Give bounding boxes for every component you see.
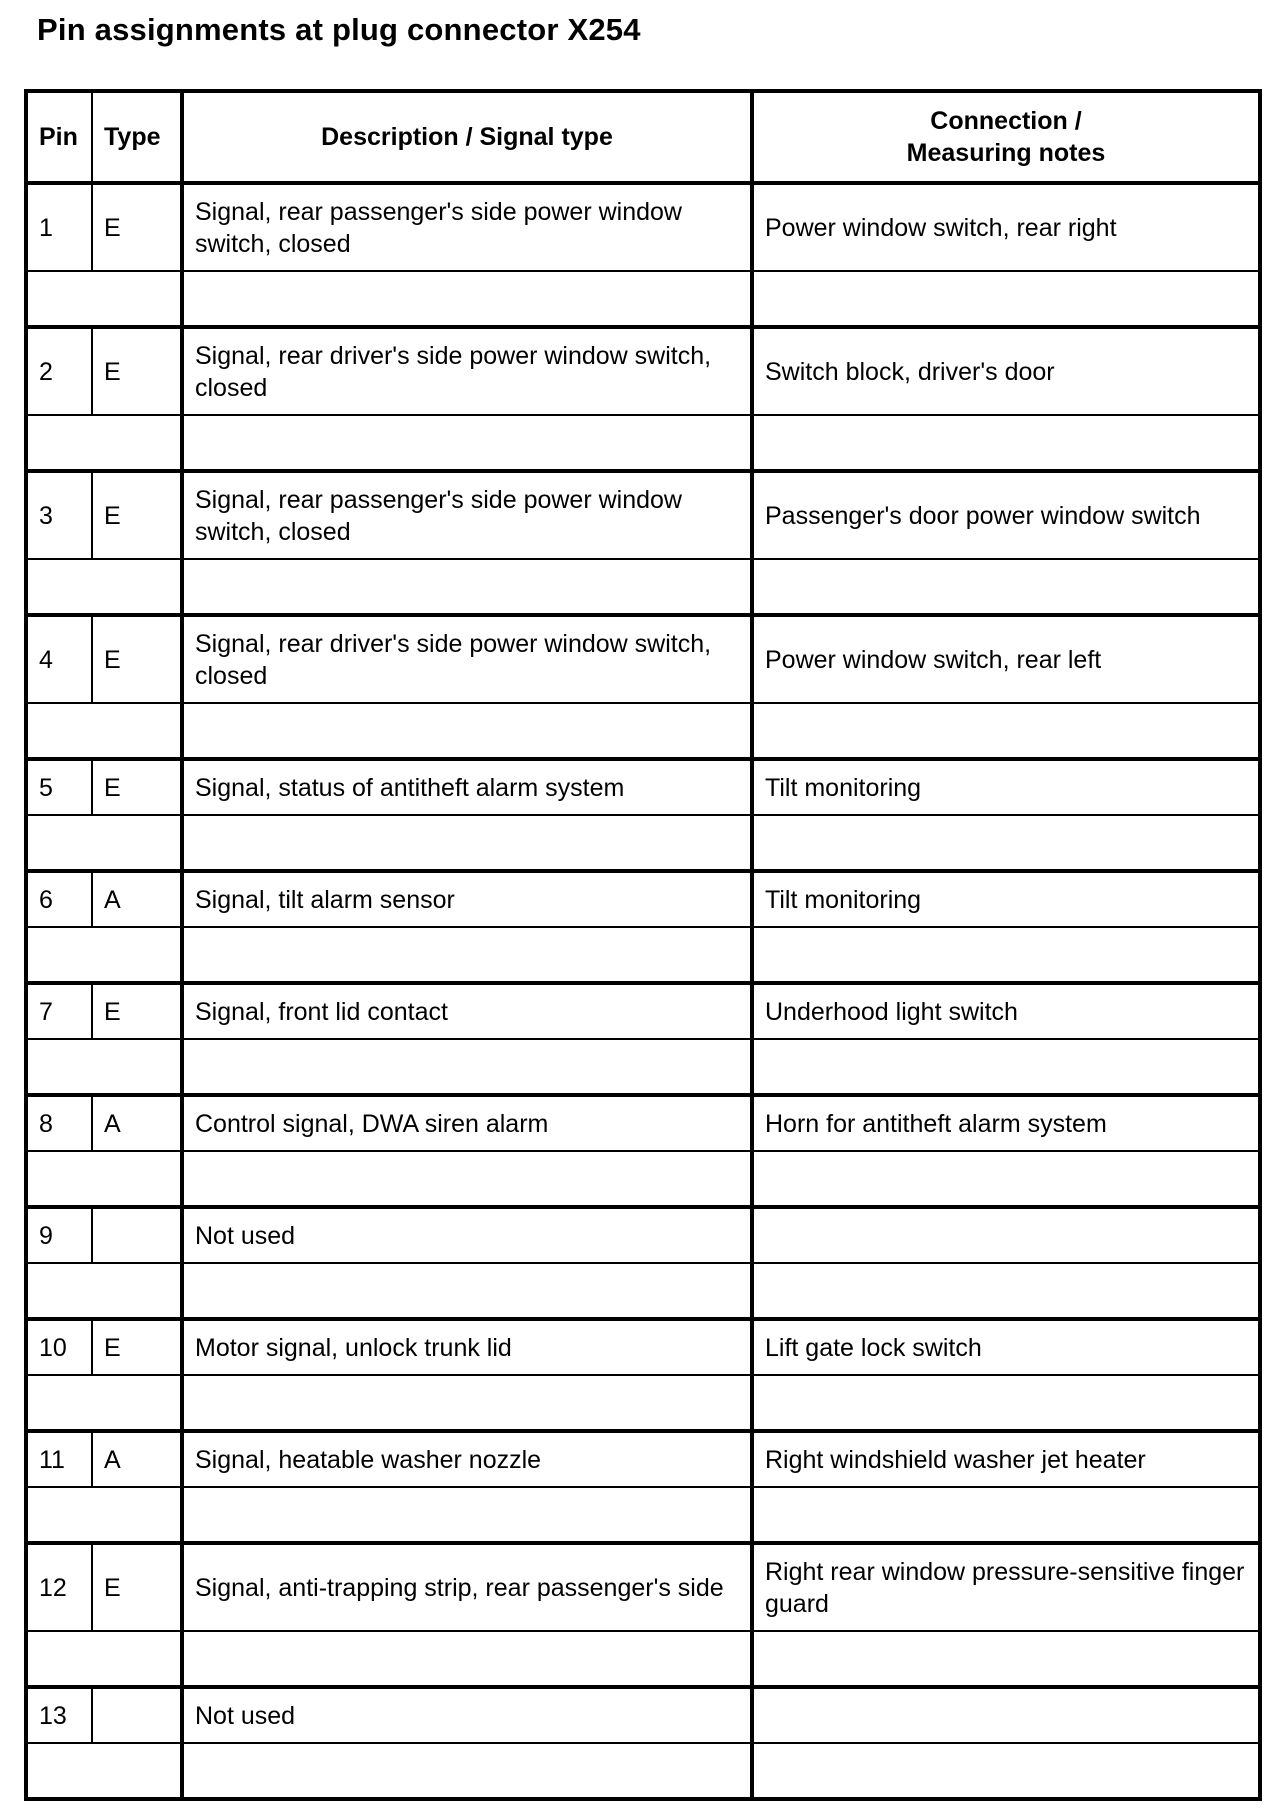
spacer-cell — [26, 1263, 182, 1319]
connection-cell: Horn for antitheft alarm system — [752, 1095, 1260, 1151]
spacer-cell — [26, 271, 182, 327]
spacer-cell — [182, 1151, 752, 1207]
table-row — [26, 1095, 1260, 1151]
table-row — [26, 871, 1260, 927]
spacer-cell — [752, 271, 1260, 327]
pin-cell: 2 — [26, 327, 92, 415]
connection-cell: Power window switch, rear left — [752, 615, 1260, 703]
pin-cell: 6 — [26, 871, 92, 927]
spacer-cell — [182, 1375, 752, 1431]
spacer-cell — [26, 703, 182, 759]
type-cell: E — [92, 983, 182, 1039]
table-row — [26, 1207, 1260, 1263]
pin-cell: 13 — [26, 1687, 92, 1743]
spacer-cell — [26, 1743, 182, 1799]
type-cell — [92, 1207, 182, 1263]
connection-cell: Power window switch, rear right — [752, 183, 1260, 271]
connection-cell — [752, 1207, 1260, 1263]
spacer-cell — [752, 1487, 1260, 1543]
spacer-cell — [26, 1375, 182, 1431]
pin-cell: 10 — [26, 1319, 92, 1375]
spacer-cell — [26, 1487, 182, 1543]
pin-cell: 5 — [26, 759, 92, 815]
description-cell: Signal, rear driver's side power window switch, closed — [182, 327, 752, 415]
type-cell: E — [92, 759, 182, 815]
spacer-row — [26, 1743, 1260, 1799]
spacer-cell — [182, 927, 752, 983]
spacer-row — [26, 1487, 1260, 1543]
spacer-row — [26, 927, 1260, 983]
spacer-cell — [182, 1039, 752, 1095]
spacer-cell — [752, 815, 1260, 871]
spacer-cell — [752, 703, 1260, 759]
header-type: Type — [92, 91, 182, 183]
page-title: Pin assignments at plug connector X254 — [37, 12, 641, 47]
connection-cell: Passenger's door power window switch — [752, 471, 1260, 559]
spacer-cell — [752, 559, 1260, 615]
spacer-cell — [26, 927, 182, 983]
spacer-row — [26, 559, 1260, 615]
table-row — [26, 983, 1260, 1039]
spacer-cell — [752, 1743, 1260, 1799]
description-cell: Signal, tilt alarm sensor — [182, 871, 752, 927]
spacer-cell — [26, 415, 182, 471]
type-cell: E — [92, 1543, 182, 1631]
connection-cell: Right windshield washer jet heater — [752, 1431, 1260, 1487]
spacer-cell — [26, 1151, 182, 1207]
spacer-row — [26, 415, 1260, 471]
header-pin: Pin — [26, 91, 92, 183]
table-row — [26, 327, 1260, 415]
spacer-cell — [752, 1039, 1260, 1095]
type-cell: E — [92, 615, 182, 703]
spacer-row — [26, 703, 1260, 759]
spacer-cell — [182, 815, 752, 871]
table-row — [26, 1687, 1260, 1743]
spacer-cell — [752, 927, 1260, 983]
spacer-cell — [182, 1263, 752, 1319]
spacer-row — [26, 1151, 1260, 1207]
spacer-row — [26, 1039, 1260, 1095]
connection-cell: Tilt monitoring — [752, 871, 1260, 927]
table-row — [26, 615, 1260, 703]
table-row — [26, 1319, 1260, 1375]
table-row — [26, 1543, 1260, 1631]
spacer-cell — [182, 1743, 752, 1799]
header-connection-line2: Measuring notes — [906, 139, 1106, 167]
header-description: Description / Signal type — [182, 91, 752, 183]
spacer-cell — [26, 815, 182, 871]
description-cell: Motor signal, unlock trunk lid — [182, 1319, 752, 1375]
connection-cell: Tilt monitoring — [752, 759, 1260, 815]
spacer-row — [26, 1631, 1260, 1687]
type-cell: E — [92, 183, 182, 271]
pin-cell: 3 — [26, 471, 92, 559]
spacer-cell — [752, 1263, 1260, 1319]
spacer-cell — [752, 1151, 1260, 1207]
pin-cell: 1 — [26, 183, 92, 271]
description-cell: Signal, heatable washer nozzle — [182, 1431, 752, 1487]
description-cell: Not used — [182, 1687, 752, 1743]
description-cell: Signal, rear passenger's side power window switch, closed — [182, 183, 752, 271]
type-cell: A — [92, 1095, 182, 1151]
type-cell: E — [92, 327, 182, 415]
table-row — [26, 471, 1260, 559]
description-cell: Control signal, DWA siren alarm — [182, 1095, 752, 1151]
spacer-row — [26, 815, 1260, 871]
description-cell: Signal, anti-trapping strip, rear passenger's side — [182, 1543, 752, 1631]
spacer-cell — [26, 559, 182, 615]
description-cell: Not used — [182, 1207, 752, 1263]
table-row — [26, 759, 1260, 815]
connection-cell: Switch block, driver's door — [752, 327, 1260, 415]
spacer-cell — [182, 703, 752, 759]
type-cell — [92, 1687, 182, 1743]
table-row — [26, 1431, 1260, 1487]
type-cell: E — [92, 1319, 182, 1375]
spacer-cell — [182, 415, 752, 471]
header-connection — [752, 91, 1260, 183]
description-cell: Signal, status of antitheft alarm system — [182, 759, 752, 815]
spacer-cell — [752, 415, 1260, 471]
type-cell: E — [92, 471, 182, 559]
pin-cell: 11 — [26, 1431, 92, 1487]
header-connection-line1: Connection / — [930, 107, 1082, 135]
connection-cell: Underhood light switch — [752, 983, 1260, 1039]
pin-cell: 4 — [26, 615, 92, 703]
pin-cell: 8 — [26, 1095, 92, 1151]
spacer-cell — [752, 1631, 1260, 1687]
spacer-cell — [182, 1487, 752, 1543]
connection-cell — [752, 1687, 1260, 1743]
pin-cell: 12 — [26, 1543, 92, 1631]
spacer-row — [26, 1263, 1260, 1319]
header-row — [26, 91, 1260, 183]
description-cell: Signal, front lid contact — [182, 983, 752, 1039]
description-cell: Signal, rear driver's side power window switch, closed — [182, 615, 752, 703]
spacer-row — [26, 1375, 1260, 1431]
type-cell: A — [92, 1431, 182, 1487]
spacer-row — [26, 271, 1260, 327]
spacer-cell — [182, 1631, 752, 1687]
pin-cell: 9 — [26, 1207, 92, 1263]
table-row — [26, 183, 1260, 271]
connection-cell: Lift gate lock switch — [752, 1319, 1260, 1375]
spacer-cell — [26, 1631, 182, 1687]
connection-cell: Right rear window pressure-sensitive finger guard — [752, 1543, 1260, 1631]
pin-cell: 7 — [26, 983, 92, 1039]
spacer-cell — [26, 1039, 182, 1095]
spacer-cell — [182, 559, 752, 615]
spacer-cell — [752, 1375, 1260, 1431]
type-cell: A — [92, 871, 182, 927]
description-cell: Signal, rear passenger's side power window switch, closed — [182, 471, 752, 559]
spacer-cell — [182, 271, 752, 327]
pin-assignment-table — [24, 89, 1262, 1801]
